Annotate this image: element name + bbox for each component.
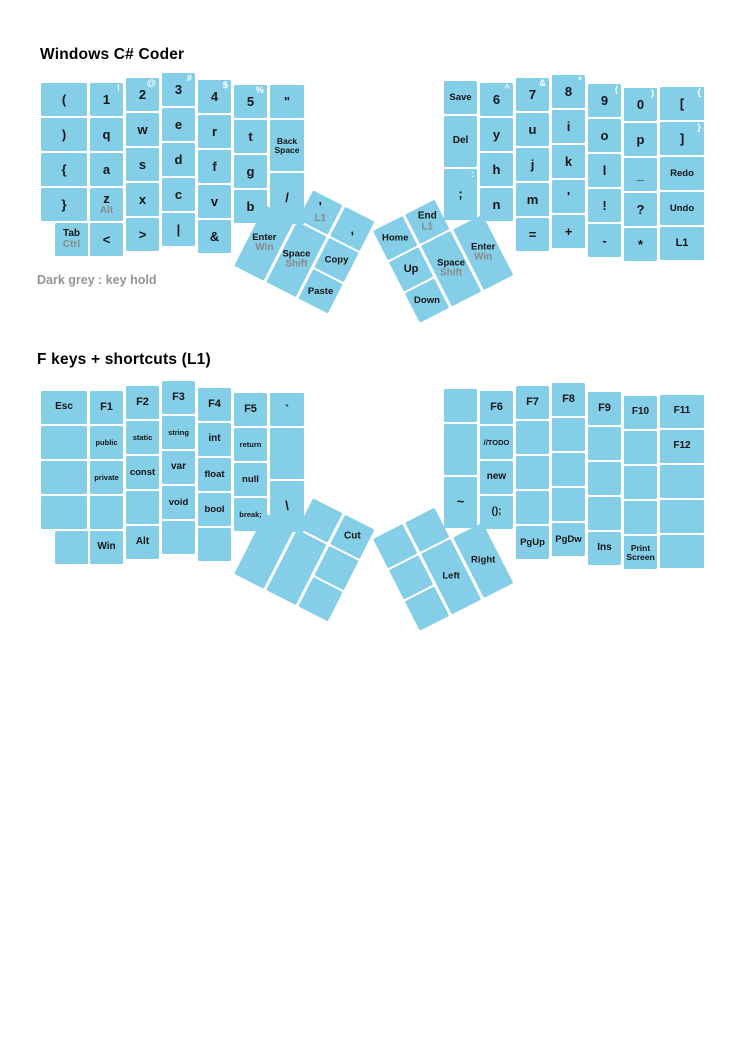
key-q	[90, 118, 123, 151]
key-pgdw	[552, 523, 585, 556]
key-v	[198, 185, 231, 218]
key-label: L1	[675, 236, 689, 249]
key-label: |	[176, 221, 181, 237]
key-label: s	[138, 156, 147, 172]
key-sym	[41, 118, 87, 151]
key-label: Print Screen	[626, 542, 655, 562]
key-void	[162, 486, 195, 519]
key-label: a	[102, 161, 111, 177]
key-label: return	[239, 439, 262, 449]
key-label: 4	[210, 88, 219, 104]
key-label: f	[212, 158, 217, 174]
key-sym	[41, 83, 87, 116]
key-const	[126, 456, 159, 489]
key-label: Undo	[669, 202, 695, 214]
key-label: z	[103, 191, 110, 207]
key-shift-label: ^	[504, 83, 510, 94]
key-f3	[162, 381, 195, 414]
key-label: void	[168, 496, 189, 508]
legend-key-hold-note: Dark grey : key hold	[37, 273, 157, 287]
key-sym	[588, 224, 621, 257]
key-label: F3	[172, 390, 185, 403]
key-sym	[198, 220, 231, 253]
key-shift-label: }	[697, 122, 701, 133]
key-shift-label: {	[697, 87, 701, 98]
key-o	[588, 119, 621, 152]
key-sym	[552, 215, 585, 248]
key-label: string	[168, 427, 189, 437]
key-c	[162, 178, 195, 211]
key-label: +	[564, 223, 573, 239]
key-label: F1	[100, 400, 113, 413]
key-h	[480, 153, 513, 186]
key-l	[588, 154, 621, 187]
key-label: _	[636, 166, 645, 182]
key-private	[90, 461, 123, 494]
key-shift-label: (	[614, 84, 618, 95]
key-label: 9	[600, 92, 609, 108]
key-blank	[444, 389, 477, 422]
key-blank	[41, 461, 87, 494]
key-new	[480, 461, 513, 494]
key-esc	[41, 391, 87, 424]
key-label: F6	[490, 400, 503, 413]
key-paste	[298, 269, 342, 313]
key-f5	[234, 393, 267, 426]
key-shift-label: &	[539, 78, 546, 89]
key-label: F2	[136, 395, 149, 408]
key-label: Ins	[597, 542, 612, 554]
key-label: }	[61, 196, 67, 212]
key-label: {	[61, 161, 67, 177]
key-label: Save	[449, 91, 472, 103]
key-label: F4	[208, 397, 221, 410]
key-6	[480, 83, 513, 116]
key-label: bool	[204, 503, 225, 515]
key-blank	[270, 428, 304, 479]
key-sym	[41, 153, 87, 186]
key-label: o	[600, 127, 609, 143]
layout-title-windows-csharp-coder: Windows C# Coder	[40, 46, 185, 63]
key-sym	[660, 122, 704, 155]
key-redo	[660, 157, 704, 190]
key-m	[516, 183, 549, 216]
key-label: 3	[174, 81, 183, 97]
key-label: int	[208, 433, 221, 445]
key-label: x	[138, 191, 147, 207]
key-label: &	[209, 228, 220, 244]
key-label: ;	[458, 186, 463, 202]
key-label: F9	[598, 401, 611, 414]
key-label: t	[248, 128, 253, 144]
key-sym	[270, 85, 304, 118]
key-shift-label: %	[255, 85, 264, 96]
key-null	[234, 463, 267, 496]
key-label: `	[284, 401, 290, 417]
key-label: var	[170, 461, 186, 473]
key-label: End	[417, 210, 437, 222]
key-sym	[624, 158, 657, 191]
key-sym	[270, 393, 304, 426]
key-label: Copy	[324, 254, 349, 266]
key-label: l	[602, 162, 607, 178]
key-blank	[660, 500, 704, 533]
key-blank	[41, 426, 87, 459]
key-label: Enter	[252, 231, 277, 243]
key-label: Up	[403, 262, 419, 275]
key-hold-label: Shift	[285, 258, 308, 270]
key-1	[90, 83, 123, 116]
key-label: 6	[492, 91, 501, 107]
key-sym	[126, 218, 159, 251]
key-shift-label: *	[578, 75, 582, 86]
key-sym	[588, 189, 621, 222]
key-label: new	[486, 471, 507, 483]
key-x	[126, 183, 159, 216]
key-f7	[516, 386, 549, 419]
key-r	[198, 115, 231, 148]
key-label: break;	[239, 509, 262, 519]
key-sym	[444, 477, 477, 528]
key-label: h	[492, 161, 501, 177]
key-hold-label: Win	[474, 251, 493, 263]
key-del	[444, 116, 477, 167]
key-5	[234, 85, 267, 118]
key-label: v	[210, 193, 219, 209]
key-label: Tab	[62, 228, 81, 239]
key-shift-label: )	[650, 88, 654, 99]
key-label: <	[102, 231, 111, 247]
key-print-screen	[624, 536, 657, 569]
key-label: F5	[244, 402, 257, 415]
key-label: '	[566, 188, 571, 204]
key-j	[516, 148, 549, 181]
key-static	[126, 421, 159, 454]
key-public	[90, 426, 123, 459]
key-l1	[660, 227, 704, 260]
key-d	[162, 143, 195, 176]
key-label: i	[566, 118, 571, 134]
key-f2	[126, 386, 159, 419]
key-sym	[444, 169, 477, 220]
key-var	[162, 451, 195, 484]
key-pgup	[516, 526, 549, 559]
key-label: !	[602, 197, 607, 213]
key-shift-label: @	[146, 78, 156, 89]
key-label: m	[526, 191, 539, 207]
key-label: \	[285, 498, 289, 514]
key-return	[234, 428, 267, 461]
key-label: 0	[636, 96, 645, 112]
key-t	[234, 120, 267, 153]
key-label: /	[285, 190, 289, 206]
key-blank	[552, 488, 585, 521]
key-label: p	[636, 131, 645, 147]
key-blank	[55, 531, 88, 564]
key-save	[444, 81, 477, 114]
key-tab	[55, 223, 88, 256]
key-alt	[126, 526, 159, 559]
key-blank	[90, 496, 123, 529]
key-blank	[198, 528, 231, 561]
key-hold-label: L1	[314, 213, 327, 225]
key-label: ?	[636, 201, 645, 217]
key-label: 7	[528, 86, 537, 102]
key-e	[162, 108, 195, 141]
key-label: k	[564, 153, 573, 169]
key-f10	[624, 396, 657, 429]
key-blank	[516, 456, 549, 489]
key-label: '	[318, 199, 322, 215]
key-blank	[552, 453, 585, 486]
key-f12	[660, 430, 704, 463]
key-w	[126, 113, 159, 146]
key-label: Down	[414, 294, 440, 306]
key-label: 8	[564, 83, 573, 99]
key-blank	[588, 427, 621, 460]
key-label: ,	[350, 221, 355, 237]
key-label: float	[204, 468, 225, 480]
key-label: Del	[452, 135, 469, 147]
key-label: private	[94, 472, 119, 482]
key-label: Cut	[344, 530, 361, 542]
key-blank	[516, 491, 549, 524]
key-label: ]	[679, 130, 685, 146]
key-label: F7	[526, 395, 539, 408]
key-2	[126, 78, 159, 111]
key-blank	[588, 497, 621, 530]
key-u	[516, 113, 549, 146]
key-sym	[41, 188, 87, 221]
key-label: public	[95, 437, 118, 447]
key-int	[198, 423, 231, 456]
key-label: Home	[381, 232, 409, 244]
key-i	[552, 110, 585, 143]
key-label: )	[61, 126, 67, 142]
key-blank	[660, 535, 704, 568]
key-f4	[198, 388, 231, 421]
key-k	[552, 145, 585, 178]
key-9	[588, 84, 621, 117]
key-label: j	[530, 156, 535, 172]
key-label: q	[102, 126, 111, 142]
key-shift-label: $	[222, 80, 228, 91]
key-y	[480, 118, 513, 151]
key-s	[126, 148, 159, 181]
key-undo	[660, 192, 704, 225]
key-f9	[588, 392, 621, 425]
key-label: F11	[673, 405, 691, 417]
key-label: F8	[562, 392, 575, 405]
layout-title-f-keys-shortcuts: F keys + shortcuts (L1)	[37, 351, 211, 368]
key-label: u	[528, 121, 537, 137]
key-blank	[552, 418, 585, 451]
key-label: Enter	[471, 241, 496, 253]
key-z	[90, 188, 123, 221]
key-label: //TODO	[483, 437, 510, 447]
key-label: e	[174, 116, 183, 132]
key-shift-label: !	[116, 83, 120, 94]
key-label: (	[61, 91, 67, 107]
key-8	[552, 75, 585, 108]
key-label: Back Space	[274, 135, 300, 155]
key-f1	[90, 391, 123, 424]
key-label: Alt	[135, 536, 150, 548]
key-blank	[41, 496, 87, 529]
key-hold-label: Alt	[99, 205, 114, 217]
key-f11	[660, 395, 704, 428]
key-label: null	[242, 473, 259, 485]
key-bool	[198, 493, 231, 526]
key-ins	[588, 532, 621, 565]
key-label: PgDw	[555, 533, 582, 545]
key-label: ~	[456, 494, 465, 510]
key-label: "	[283, 93, 291, 109]
key-hold-label: Win	[255, 241, 274, 253]
key-blank	[298, 577, 342, 621]
key-back-space	[270, 120, 304, 171]
key-sym	[552, 180, 585, 213]
key-label: w	[137, 121, 148, 137]
key-blank	[660, 465, 704, 498]
key-blank	[516, 421, 549, 454]
key-label: r	[211, 123, 218, 139]
key-label: b	[246, 198, 255, 214]
key-shift-label: #	[186, 73, 192, 84]
key-sym	[480, 496, 513, 529]
key-n	[480, 188, 513, 221]
key-sym	[624, 193, 657, 226]
key-todo	[480, 426, 513, 459]
key-label: n	[492, 196, 501, 212]
key-4	[198, 80, 231, 113]
key-label: Space	[437, 257, 466, 269]
key-sym	[624, 228, 657, 261]
key-label: Redo	[670, 167, 694, 179]
key-label: *	[637, 236, 644, 252]
key-blank	[126, 491, 159, 524]
key-f8	[552, 383, 585, 416]
key-blank	[588, 462, 621, 495]
key-hold-label: L1	[421, 220, 434, 232]
key-string	[162, 416, 195, 449]
key-label: PgUp	[520, 536, 545, 548]
key-sym	[90, 223, 123, 256]
key-3	[162, 73, 195, 106]
key-blank	[444, 424, 477, 475]
key-sym	[162, 213, 195, 246]
key-hold-label: Shift	[439, 267, 463, 279]
key-label: ();	[491, 506, 502, 518]
key-label: d	[174, 151, 183, 167]
key-label: F12	[673, 440, 691, 452]
key-hold-label: Ctrl	[62, 238, 81, 250]
key-label: Esc	[55, 401, 73, 413]
key-label: 1	[102, 91, 111, 107]
key-g	[234, 155, 267, 188]
key-sym	[516, 218, 549, 251]
key-7	[516, 78, 549, 111]
key-a	[90, 153, 123, 186]
key-float	[198, 458, 231, 491]
key-blank	[624, 501, 657, 534]
key-blank	[624, 466, 657, 499]
key-label: Win	[97, 541, 116, 553]
key-blank	[162, 521, 195, 554]
key-0	[624, 88, 657, 121]
key-label: static	[132, 432, 153, 442]
key-label: g	[246, 163, 255, 179]
key-f	[198, 150, 231, 183]
key-f6	[480, 391, 513, 424]
key-label: -	[602, 232, 607, 248]
key-label: Right	[471, 554, 496, 566]
key-label: c	[174, 186, 183, 202]
key-label: Space	[282, 248, 311, 260]
key-label: const	[129, 466, 156, 478]
key-label: 5	[246, 93, 255, 109]
key-win	[90, 531, 123, 564]
key-blank	[624, 431, 657, 464]
key-sym	[660, 87, 704, 120]
key-label: y	[492, 126, 501, 142]
key-p	[624, 123, 657, 156]
key-label: =	[528, 226, 537, 242]
key-shift-label: :	[470, 168, 474, 180]
key-label: 2	[138, 86, 147, 102]
key-label: Left	[442, 570, 460, 582]
key-label: [	[679, 95, 685, 111]
key-label: Paste	[307, 285, 334, 297]
key-label: F10	[631, 406, 650, 418]
key-label: >	[138, 226, 147, 242]
